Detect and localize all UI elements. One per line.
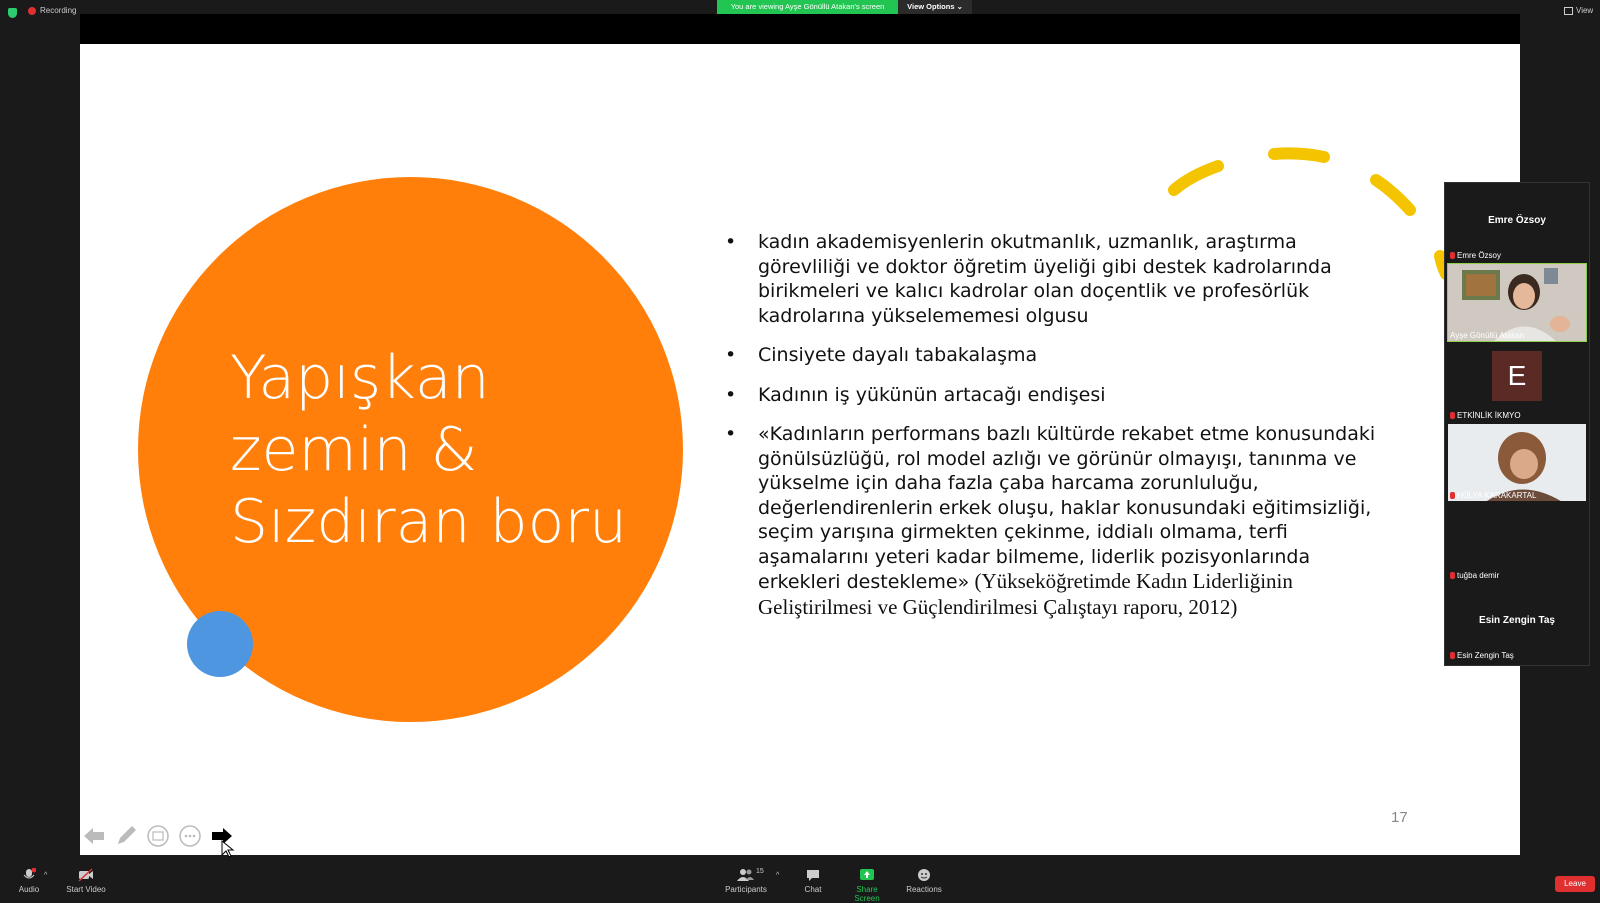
participant-tile[interactable] xyxy=(1446,183,1588,262)
audio-button[interactable] xyxy=(14,868,44,894)
slides-icon xyxy=(146,824,170,848)
start-video-button[interactable] xyxy=(66,868,106,894)
viewing-screen-banner: You are viewing Ayşe Gönüllü Atakan's screen xyxy=(717,0,898,14)
video-camera-off-icon xyxy=(78,868,94,882)
view-label: View xyxy=(1576,6,1594,15)
participant-name: HÜLYA KARAKARTAL xyxy=(1457,491,1537,500)
participant-label xyxy=(1450,251,1501,260)
bullet-item: • Kadının iş yükünün artacağı endişesi xyxy=(725,383,1380,408)
reactions-label: Reactions xyxy=(906,885,942,894)
participant-name: ETKİNLİK İKMYO xyxy=(1457,411,1521,420)
mic-muted-icon xyxy=(1450,652,1455,659)
share-screen-button[interactable] xyxy=(845,868,889,903)
mic-muted-icon xyxy=(1450,412,1455,419)
grid-icon xyxy=(1564,7,1573,15)
participant-center-name: Esin Zengin Taş xyxy=(1479,615,1555,626)
pen-tool-button[interactable] xyxy=(114,824,138,848)
participants-options-caret[interactable]: ^ xyxy=(776,872,780,879)
bullet-quote: «Kadınların performans bazlı kültürde rekabet etme konusundaki gönülsüzlüğü, rol model azlığı ve görünür olmayışı, tanınma ve yükselme için daha fazla çaba harcama zorunluluğu, değerlendirenlerin erkek oluşu, haklar konusundaki eğitimsizliği, seçim yarışına girmekten çekinme, iddialı olmama, terfi aşamalarını yeteri kadar bilmeme, liderlik pozisyonlarında erkekleri destekleme» xyxy=(758,423,1376,593)
reactions-button[interactable] xyxy=(906,868,942,894)
slide-title-line: Yapışkan xyxy=(230,343,490,413)
participant-tile[interactable] xyxy=(1446,343,1588,422)
participant-tile[interactable] xyxy=(1446,583,1588,662)
participant-name: Emre Özsoy xyxy=(1457,251,1502,260)
participants-icon xyxy=(737,868,755,882)
pen-icon xyxy=(114,824,138,848)
share-screen-icon xyxy=(859,868,875,882)
mic-muted-icon xyxy=(1450,252,1455,259)
recording-label: Recording xyxy=(40,6,77,15)
mic-muted-icon xyxy=(1450,492,1455,499)
deco-dash-2 xyxy=(1274,153,1324,157)
arrow-left-icon xyxy=(82,826,106,846)
participants-count: 15 xyxy=(756,868,764,875)
participant-name: tuğba demir xyxy=(1457,571,1500,580)
slideshow-toolbar xyxy=(82,824,234,848)
view-options-button[interactable]: View Options ⌄ xyxy=(898,0,972,14)
participants-label: Participants xyxy=(725,885,767,894)
deco-dash-1 xyxy=(1174,166,1218,190)
slide-title-line: zemin & xyxy=(230,415,478,485)
meeting-toolbar xyxy=(0,866,1600,903)
page-number: 17 xyxy=(1391,809,1408,826)
bullet-item: • kadın akademisyenlerin okutmanlık, uzmanlık, araştırma görevliliği ve doktor öğretim üyeliği gibi destek kadrolarında birikmeleri ve kalıcı kadrolar olan doçentlik ve profesörlük kadrolarına yükselememesi olgusu xyxy=(725,230,1380,328)
bullet-item xyxy=(725,422,1380,620)
start-video-label: Start Video xyxy=(66,885,106,894)
recording-dot-icon xyxy=(28,7,36,15)
participant-label xyxy=(1450,491,1536,500)
bullet-citation: (Yükseköğretimde Kadın Liderliğinin Geliştirilmesi ve Güçlendirilmesi Çalıştayı raporu, 2012) xyxy=(758,569,1293,619)
more-icon xyxy=(178,824,202,848)
reactions-smiley-icon xyxy=(917,868,931,882)
blue-dot xyxy=(187,611,253,677)
share-screen-label: Share Screen xyxy=(854,885,880,903)
chat-icon xyxy=(806,868,820,882)
participant-center-name: Emre Özsoy xyxy=(1488,215,1546,226)
audio-label: Audio xyxy=(18,885,40,894)
more-options-button[interactable] xyxy=(178,824,202,848)
deco-dash-3 xyxy=(1376,180,1410,210)
security-shield-icon[interactable] xyxy=(8,8,17,18)
mic-muted-icon xyxy=(1450,572,1455,579)
participant-tile[interactable] xyxy=(1446,263,1588,342)
participant-label xyxy=(1450,651,1514,660)
bullet-item: • Cinsiyete dayalı tabakalaşma xyxy=(725,343,1380,368)
participant-tile[interactable] xyxy=(1446,423,1588,502)
participant-label xyxy=(1450,331,1524,340)
slide-title xyxy=(230,342,627,558)
view-button[interactable] xyxy=(1564,6,1593,15)
audio-options-caret[interactable]: ^ xyxy=(44,872,48,879)
leave-button[interactable]: Leave xyxy=(1555,876,1595,892)
shared-screen-top-band xyxy=(80,14,1520,44)
participant-label xyxy=(1450,571,1499,580)
slide-title-line: Sızdıran boru xyxy=(230,487,628,557)
microphone-muted-icon xyxy=(22,868,36,882)
chat-label: Chat xyxy=(804,885,822,894)
previous-slide-button[interactable] xyxy=(82,824,106,848)
mouse-cursor-icon xyxy=(221,840,235,858)
participant-label xyxy=(1450,411,1521,420)
participant-avatar: E xyxy=(1492,351,1542,401)
bullet-list xyxy=(725,230,1380,635)
participant-tile[interactable] xyxy=(1446,503,1588,582)
participant-name: Ayşe Gönüllü Atakan xyxy=(1450,331,1525,340)
shared-screen xyxy=(80,44,1520,855)
see-all-slides-button[interactable] xyxy=(146,824,170,848)
chat-button[interactable] xyxy=(800,868,826,894)
participant-gallery xyxy=(1444,182,1590,666)
recording-indicator[interactable] xyxy=(28,6,76,15)
participant-name: Esin Zengin Taş xyxy=(1457,651,1514,660)
